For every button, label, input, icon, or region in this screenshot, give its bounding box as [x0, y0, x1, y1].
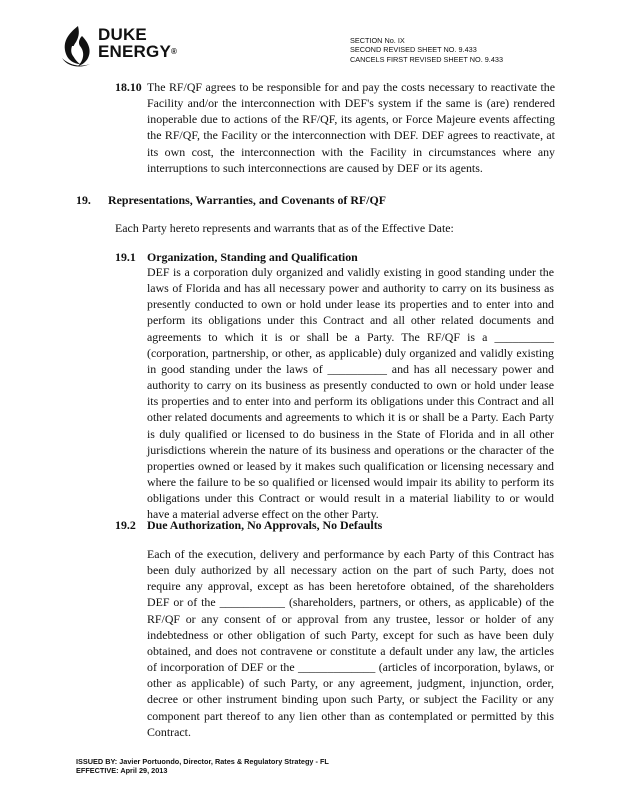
- sheet-header: [350, 36, 503, 64]
- section-19-intro: Each Party hereto represents and warrants that as of the Effective Date:: [115, 221, 454, 235]
- duke-energy-logo: [58, 24, 188, 70]
- cancels-sheet: CANCELS FIRST REVISED SHEET NO. 9.433: [350, 54, 504, 64]
- logo-word-energy: ENERGY: [98, 42, 171, 61]
- clause-19-2-text: Each of the execution, delivery and performance by each Party of this Contract has been duly authorized by all necessary action on the part of such Party, does not require any approval, except as has been heretofore obtained, of the shareholders DEF or of the ___________ (shareholders, partners, or others, as applicable) of the RF/QF or any consent of or approval from any trustee, lessor or holder of any indebtedness or other obligation of such Party, except for such as have been duly obtained, and does not contravene or constitute a default under any law, the articles of incorporation of DEF or the _____________ (articles of incorporation, bylaws, or other as applicable) of such Party, or any agreement, judgment, injunction, order, decree or other instrument binding upon such Party, or subject the Facility or any component part thereof to any lien other than as contemplated or permitted by this Contract.: [147, 547, 554, 739]
- section-title: Representations, Warranties, and Covenants of RF/QF: [108, 193, 387, 207]
- clause-number: 19.2: [115, 518, 136, 532]
- clause-19-1-text: DEF is a corporation duly organized and validly existing in good standing under the laws of Florida and has all necessary power and authority to carry on its business as presently conducted to own or hold under lease its properties and to enter into and perform its obligations under this Contract and all other related documents and agreements to which it is or shall be a Party. The RF/QF is a __________ (corporation, partnership, or other, as applicable) duly organized and validly existing in good standing under the laws of __________ and has all necessary power and authority to carry on its business as presently conducted to own or hold under lease its properties and to enter into and perform its obligations under this Contract and all other related documents and agreements to which it is or shall be a Party. Each Party is duly qualified or licensed to do business in the State of Florida and in all other jurisdictions wherein the nature of its business and operations or the character of the properties owned or leased by it makes such qualification or licensing necessary and where the failure to be so qualified or licensed would impair its ability to perform its obligations under this Contract or would result in a material liability to or would have a material adverse effect on the other Party.: [147, 265, 554, 522]
- clause-title: Organization, Standing and Qualification: [147, 250, 358, 264]
- registered-mark: ®: [171, 47, 178, 56]
- clause-18-10: [115, 79, 555, 176]
- section-number: SECTION No. IX: [350, 36, 405, 45]
- effective-date: EFFECTIVE: April 29, 2013: [76, 766, 168, 775]
- page-footer: [76, 757, 329, 775]
- logo-word-duke: DUKE: [98, 25, 147, 44]
- duke-energy-flame-icon: [58, 24, 98, 68]
- clause-number: 19.1: [115, 250, 136, 264]
- clause-number: 18.10: [115, 80, 142, 94]
- issued-by: ISSUED BY: Javier Portuondo, Director, Rates & Regulatory Strategy - FL: [76, 757, 329, 766]
- sheet-number: SECOND REVISED SHEET NO. 9.433: [350, 45, 477, 55]
- clause-title: Due Authorization, No Approvals, No Defaults: [147, 518, 383, 532]
- section-number: 19.: [76, 193, 91, 207]
- clause-text: The RF/QF agrees to be responsible for and pay the costs necessary to reactivate the Facility and/or the interconnection with DEF's system if the same is (are) rendered inoperable due to actions of the RF/QF, its agents, or Force Majeure events affecting the RF/QF, the Facility or the interconnection with DEF. DEF agrees to reactivate, at its own cost, the interconnection with the Facility in circumstances where any interruptions to such interconnections are caused by DEF or its agents.: [147, 80, 555, 175]
